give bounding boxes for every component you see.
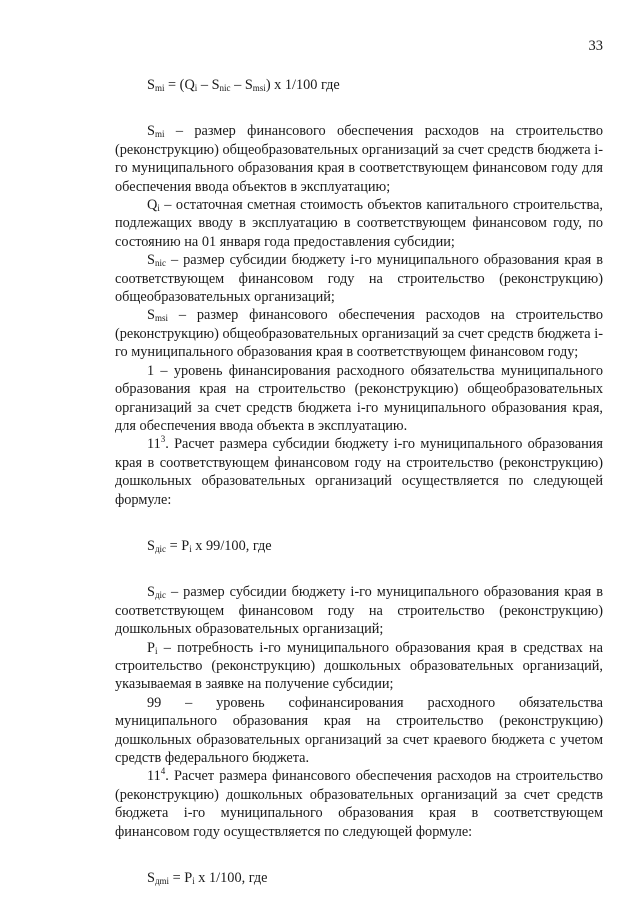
formula-sdic: $S_{дic} = P_i$ x 99/100, где [147,537,272,554]
document-body [115,70,603,887]
definition-sdic: $S_{дic}$ – размер субсидии бюджету i-го муниципального образования края в соответствующем финансовом году на строительство (реконструкцию) дошкольных образовательных организаций; [115,584,603,638]
item-11-4: $11^4$. Расчет размера финансового обеспечения расходов на строительство (реконструкцию) дошкольных образовательных организаций за счет средств бюджета i-го муниципального образования края в соответствующем финансовом году осуществляется по следующей формуле: [115,766,603,840]
formula-smi: $S_{mi} = (Q_i - S_{nic} - S_{msi})$ x 1/100 где [147,77,340,93]
definition-smi: $S_{mi}$ – размер финансового обеспечения расходов на строительство (реконструкцию) общеобразовательных организаций за счет средств бюджета i-го муниципального образования края в соответствующем финансовом году для обеспечения ввода объектов в эксплуатацию; [115,123,603,195]
definition-pi: $P_i$ – потребность i-го муниципального образования края в средствах на строительство (реконструкцию) дошкольных образовательных организаций, указываемая в заявке на получение субсидии; [115,639,603,693]
formula-sdmi: $S_{дmi} = P_i$ x 1/100, где [147,870,268,887]
definition-smsi: $S_{msi}$ – размер финансового обеспечения расходов на строительство (реконструкцию) общеобразовательных организаций за счет средств бюджета i-го муниципального образования края в соответствующем финансовом году; [115,307,603,361]
definition-level-99: 99 – уровень софинансирования расходного обязательства муниципального образования края на строительство (реконструкцию) дошкольных образовательных организаций за счет краевого бюджета с учетом средств федерального бюджета. [115,694,603,766]
definition-qi: $Q_i$ – остаточная сметная стоимость объектов капитального строительства, подлежащих вводу в эксплуатацию в соответствующем финансовом году, по состоянию на 01 января года предоставления субсидии; [115,197,603,250]
definition-snic: $S_{nic}$ – размер субсидии бюджету i-го муниципального образования края в соответствующем финансовом году на строительство (реконструкцию) общеобразовательных организаций; [115,252,603,306]
page-number: 33 [588,38,603,54]
definition-level-1: 1 – уровень финансирования расходного обязательства муниципального образования края на строительство (реконструкцию) общеобразовательных организаций за счет средств бюджета i-го муниципального образования края, для обеспечения ввода объекта в эксплуатацию. [115,362,603,434]
item-11-3: $11^3$. Расчет размера субсидии бюджету i-го муниципального образования края в соответствующем финансовом году на строительство (реконструкцию) дошкольных образовательных организаций осуществляется по следующей формуле: [115,434,603,508]
